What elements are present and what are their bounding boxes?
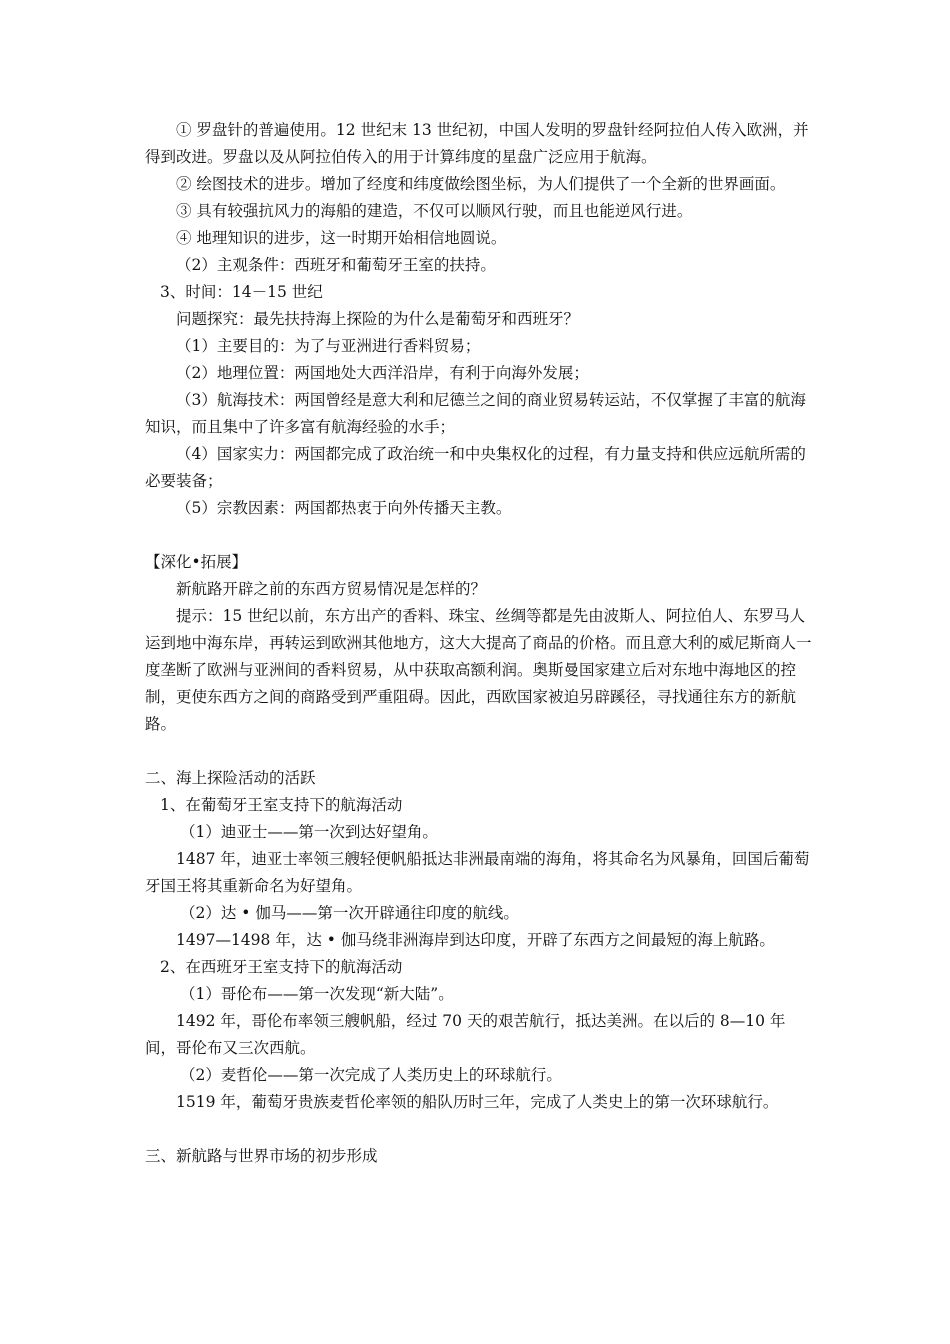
document-body <box>145 117 813 1170</box>
spacer <box>145 1116 813 1143</box>
extension-heading: 【深化•拓展】 <box>145 553 248 571</box>
section-heading: 二、海上探险活动的活跃 <box>145 769 316 787</box>
columbus-text: 1492 年，哥伦布率领三艘帆船，经过 70 天的艰苦航行，抵达美洲。在以后的 8—10 年间，哥伦布又三次西航。 <box>145 1012 786 1057</box>
subsection-title-spain: 2、在西班牙王室支持下的航海活动 <box>160 958 403 976</box>
reason-item: （5）宗教因素：两国都热衷于向外传播天主教。 <box>176 499 512 517</box>
magellan-title: （2）麦哲伦——第一次完成了人类历史上的环球航行。 <box>180 1066 562 1084</box>
paragraph-time: 3、时间：14－15 世纪 <box>160 283 323 301</box>
gama-text: 1497—1498 年，达 • 伽马绕非洲海岸到达印度，开辟了东西方之间最短的海上航路。 <box>176 931 775 949</box>
reason-item: （3）航海技术：两国曾经是意大利和尼德兰之间的商业贸易转运站，不仅掌握了丰富的航海知识，而且集中了许多富有航海经验的水手； <box>145 391 806 436</box>
extension-hint: 提示：15 世纪以前，东方出产的香料、珠宝、丝绸等都是先由波斯人、阿拉伯人、东罗马人运到地中海东岸，再转运到欧洲其他地方，这大大提高了商品的价格。而且意大利的威尼斯商人一度垄断了欧洲与亚洲间的香料贸易，从中获取高额利润。奥斯曼国家建立后对东地中海地区的控制，更使东西方之间的商路受到严重阻碍。因此，西欧国家被迫另辟蹊径，寻找通往东方的新航路。 <box>145 607 812 733</box>
dias-text: 1487 年，迪亚士率领三艘轻便帆船抵达非洲最南端的海角，将其命名为风暴角，回国后葡萄牙国王将其重新命名为好望角。 <box>145 850 810 895</box>
paragraph-cartography: ② 绘图技术的进步。增加了经度和纬度做绘图坐标，为人们提供了一个全新的世界画面。 <box>176 175 786 193</box>
reason-item: （4）国家实力：两国都完成了政治统一和中央集权化的过程，有力量支持和供应远航所需的必要装备； <box>145 445 806 490</box>
paragraph-geography: ④ 地理知识的进步，这一时期开始相信地圆说。 <box>176 229 507 247</box>
paragraph-question: 问题探究：最先扶持海上探险的为什么是葡萄牙和西班牙？ <box>176 310 580 328</box>
reason-item: （2）地理位置：两国地处大西洋沿岸，有利于向海外发展； <box>176 364 589 382</box>
spacer <box>145 738 813 765</box>
spacer <box>145 522 813 549</box>
dias-title: （1）迪亚士——第一次到达好望角。 <box>180 823 438 841</box>
gama-title: （2）达 • 伽马——第一次开辟通往印度的航线。 <box>180 904 519 922</box>
magellan-text: 1519 年，葡萄牙贵族麦哲伦率领的船队历时三年，完成了人类史上的第一次环球航行。 <box>176 1093 779 1111</box>
paragraph-ships: ③ 具有较强抗风力的海船的建造，不仅可以顺风行驶，而且也能逆风行进。 <box>176 202 693 220</box>
columbus-title: （1）哥伦布——第一次发现“新大陆”。 <box>180 985 454 1003</box>
paragraph-compass: ① 罗盘针的普遍使用。12 世纪末 13 世纪初，中国人发明的罗盘针经阿拉伯人传入欧洲，并得到改进。罗盘以及从阿拉伯传入的用于计算纬度的星盘广泛应用于航海。 <box>145 121 809 166</box>
paragraph-subjective-condition: （2）主观条件：西班牙和葡萄牙王室的扶持。 <box>176 256 496 274</box>
extension-question: 新航路开辟之前的东西方贸易情况是怎样的？ <box>176 580 487 598</box>
section-heading: 三、新航路与世界市场的初步形成 <box>145 1147 378 1165</box>
subsection-title-portugal: 1、在葡萄牙王室支持下的航海活动 <box>160 796 403 814</box>
reason-item: （1）主要目的：为了与亚洲进行香料贸易； <box>176 337 481 355</box>
